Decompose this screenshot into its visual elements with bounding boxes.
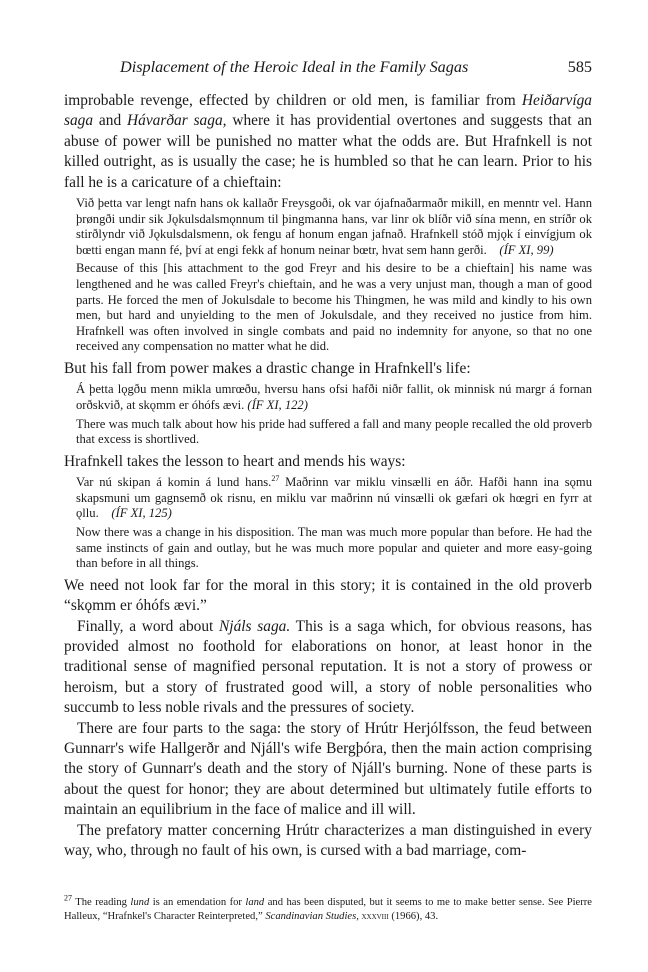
- paragraph-text: Finally, a word about: [77, 617, 220, 635]
- norse-text: Á þetta lǫgðu menn mikla umrœðu, hversu hans ofsi hafði niðr fallit, ok minnisk nú margr á fornan orðskvið, at skǫmm er óhófs ævi.: [76, 382, 592, 412]
- footnote-italic: lund: [130, 897, 150, 908]
- citation: (ÍF XI, 122): [247, 397, 308, 412]
- page-number: 585: [567, 58, 592, 76]
- english-translation: Now there was a change in his disposition. The man was much more popular than before. He had the same instincts of gain and outlay, but he was much more popular and quieter and more easy-going than before in all things.: [76, 524, 592, 571]
- footnote-reference: 27: [271, 473, 280, 483]
- paragraph-6: There are four parts to the saga: the story of Hrútr Herjólfsson, the feud between Gunnarr's wife Hallgerðr and Njáll's wife Bergþóra, then the main action comprising the story of Gunnarr's death and the story of Njáll's burning. None of these parts is about the quest for honor; they are about determined but ultimately futile efforts to maintain an equilibrium in the face of malice and ill will.: [64, 719, 592, 819]
- paragraph-text: where it has providential overtones and suggests that an abuse of power will be punished no matter what the odds are. But Hrafnkell is not killed outright, as is usually the case; he is humbled so that he can learn. Prior to his fall he is a caricature of a chieftain:: [64, 112, 593, 191]
- citation: (ÍF XI, 125): [111, 506, 172, 521]
- saga-title: Njáls saga.: [219, 617, 291, 635]
- paragraph-1: [64, 91, 592, 193]
- norse-quote: [76, 382, 592, 413]
- saga-title: Hávarðar saga,: [127, 112, 227, 130]
- footnote-italic: land: [245, 897, 265, 908]
- paragraph-3: Hrafnkell takes the lesson to heart and mends his ways:: [64, 452, 406, 470]
- footnote-number: 27: [64, 893, 72, 903]
- paragraph-text: This is a saga which, for obvious reasons, has provided almost no foothold for elaborations on honor, at least honor in the traditional sense of magnified personal reputation. It is not a story of prowess or heroism, but a story of frustrated good will, a story of noble personalities who succumb to less noble rivals and the pressures of society.: [64, 617, 592, 717]
- block-quote-2: [76, 382, 592, 447]
- paragraph-2: But his fall from power makes a drastic change in Hrafnkell's life:: [64, 359, 471, 377]
- english-translation: There was much talk about how his pride had suffered a fall and many people recalled the old proverb that excess is shortlived.: [76, 416, 592, 447]
- running-header: [64, 58, 592, 77]
- page-body: [64, 58, 592, 861]
- block-quote-3: [76, 475, 592, 572]
- norse-text: Við þetta var lengt nafn hans ok kallaðr Freysgoði, ok var ójafnaðarmaðr mikill, en menntr vel. Hann þrøngði undir sik Jǫkulsdalsmǫnnum til þingmanna hans, var linr ok blíðr við sína menn, en stríðr ok stirðlyndr við Jǫkulsdalsmenn, ok fengu af honum engan jafnað. Hrafnkell stóð mjǫk í einvígjum ok bœtti engan mann fé, því at engi fekk af honum neinar bœtr, hvat sem hann gerði.: [76, 196, 592, 257]
- citation: (ÍF XI, 99): [499, 242, 554, 257]
- norse-quote: [76, 196, 592, 258]
- norse-text: Var nú skipan á komin á lund hans.: [76, 475, 272, 490]
- footnote-text: The reading: [72, 897, 131, 908]
- norse-quote: [76, 475, 592, 522]
- footnote-text: and has been disputed, but it seems to me to make better sense. See Pierre Halleux, “Hrafnkel's Character Reinterpreted,”: [64, 897, 592, 923]
- paragraph-4: We need not look far for the moral in this story; it is contained in the old proverb “skǫmm er óhófs ævi.”: [64, 576, 592, 615]
- block-quote-1: [76, 196, 592, 355]
- norse-text: Maðrinn var miklu vinsælli en áðr. Hafði hann ina sǫmu skapsmuni um gagnsemð ok risnu, en miklu var maðrinn nú vinsælli ok gæfari ok hœgri en fyrr at ǫllu.: [76, 475, 592, 521]
- paragraph-7: The prefatory matter concerning Hrútr characterizes a man distinguished in every way, who, through no fault of his own, is cursed with a bad marriage, com-: [64, 821, 592, 859]
- saga-title: Heiðarvíga saga: [64, 92, 592, 130]
- paragraph-text: improbable revenge, effected by children or old men, is familiar from: [64, 92, 522, 109]
- volume-number: xxxviii: [358, 911, 389, 923]
- footnote-27: [64, 893, 592, 924]
- paragraph-text: and: [93, 112, 128, 130]
- footnote-text: (1966), 43.: [388, 911, 439, 923]
- journal-title: Scandinavian Studies,: [265, 911, 359, 923]
- running-title: Displacement of the Heroic Ideal in the Family Sagas: [120, 58, 469, 76]
- english-translation: Because of this [his attachment to the god Freyr and his desire to be a chieftain] his name was lengthened and he was called Freyr's chieftain, and he was a very unjust man, though a man of good parts. He forced the men of Jokulsdale to become his Thingmen, he was mild and kindly to his own men, but hard and unyielding to the men of Jokulsdale, and they received no justice from him. Hrafnkell was often involved in single combats and paid no indemnity for anyone, so that no one received any compensation no matter what he did.: [76, 261, 592, 354]
- paragraph-5: [64, 617, 592, 719]
- footnote-text: is an emendation for: [149, 897, 246, 908]
